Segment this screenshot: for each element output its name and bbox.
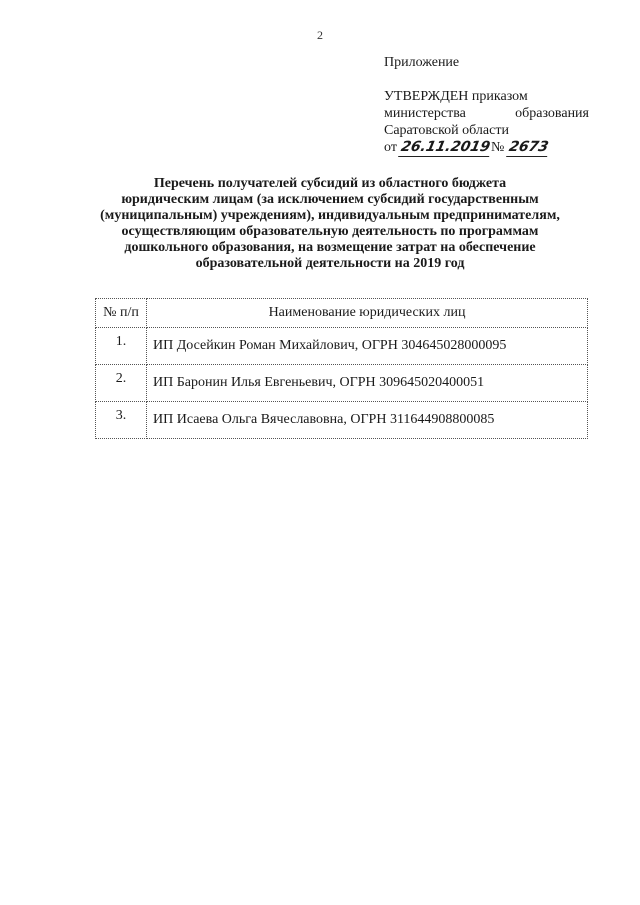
region-line: Саратовской области xyxy=(384,123,509,138)
heading-line-5: дошкольного образования, на возмещение затрат на обеспечение xyxy=(124,240,536,255)
table-row xyxy=(96,328,588,365)
row-number: 1. xyxy=(96,328,147,365)
order-date-line xyxy=(384,139,589,157)
heading-line-2: юридическим лицам (за исключением субсидий государственным xyxy=(121,192,539,207)
order-date-handwritten: 26.11.2019 xyxy=(399,139,492,155)
approved-line: УТВЕРЖДЕН приказом xyxy=(384,89,528,104)
row-number: 3. xyxy=(96,402,147,439)
ministry-word-1: министерства xyxy=(384,106,466,121)
row-number: 2. xyxy=(96,365,147,402)
appendix-title: Приложение xyxy=(384,55,460,70)
header-number: № п/п xyxy=(96,299,147,328)
order-number-handwritten: 2673 xyxy=(507,139,550,155)
number-prefix: № xyxy=(491,140,505,155)
document-heading xyxy=(86,176,574,272)
heading-line-1: Перечень получателей субсидий из областного бюджета xyxy=(153,176,507,191)
heading-line-3: (муниципальным) учреждениям), индивидуальным предпринимателям, xyxy=(100,208,560,223)
row-name: ИП Досейкин Роман Михайлович, ОГРН 304645028000095 xyxy=(147,328,588,365)
ministry-line xyxy=(384,105,589,122)
appendix-block xyxy=(384,54,589,157)
table-row xyxy=(96,402,588,439)
header-name: Наименование юридических лиц xyxy=(147,299,588,328)
ministry-word-2: образования xyxy=(515,106,589,121)
recipients-table xyxy=(95,298,588,439)
heading-line-6: образовательной деятельности на 2019 год xyxy=(195,256,465,271)
heading-line-4: осуществляющим образовательную деятельность по программам xyxy=(121,224,539,239)
row-name: ИП Исаева Ольга Вячеславовна, ОГРН 311644908800085 xyxy=(147,402,588,439)
row-name: ИП Баронин Илья Евгеньевич, ОГРН 309645020400051 xyxy=(147,365,588,402)
table-row xyxy=(96,365,588,402)
date-prefix: от xyxy=(384,140,397,155)
page-number: 2 xyxy=(317,28,323,42)
table-header-row xyxy=(96,299,588,328)
